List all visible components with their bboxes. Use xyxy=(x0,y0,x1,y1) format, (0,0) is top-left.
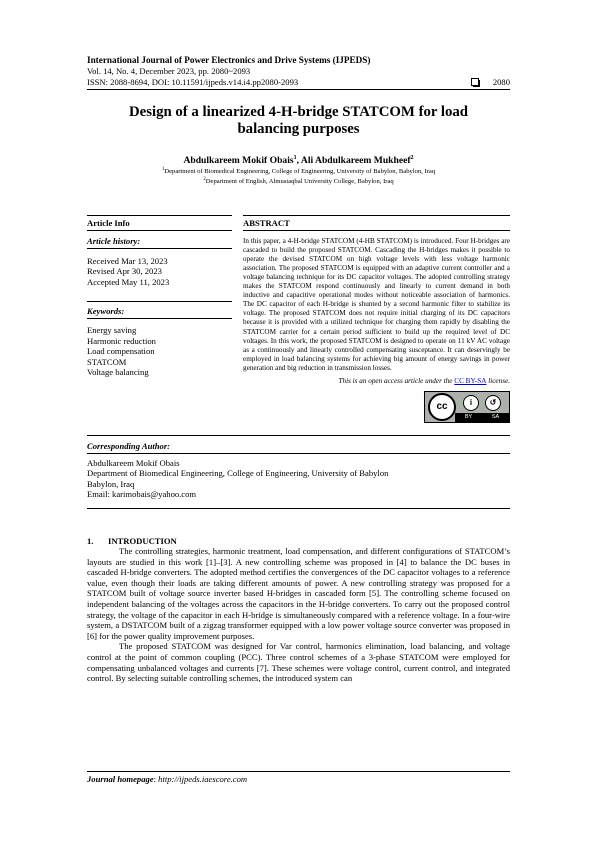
keyword: STATCOM xyxy=(87,356,127,367)
abstract-column xyxy=(243,215,510,423)
author-name: Ali Abdulkareem Mukheef xyxy=(300,155,411,167)
paragraph: The proposed STATCOM was designed for Var control, harmonics elimination, load balancing, and voltage control at the point of common coupling (PCC). Three control schemes of a 3-phase STATCOM were employed for compensating unbalanced voltages and currents [7]. These schemes were voltage control, current control, and integrated control. By selecting suitable controlling schemes, the introduced system can xyxy=(87,641,510,684)
abstract-heading: ABSTRACT xyxy=(243,215,510,231)
open-access-note: This is an open access article under the CC BY-SA license. xyxy=(338,376,510,385)
author-line: Abdulkareem Mokif Obais$^1$, Ali Abdulkareem Mukheef$^2$ xyxy=(183,155,414,167)
body-text xyxy=(87,546,510,684)
affiliation: $^2$Department of English, Almustaqbal University College, Babylon, Iraq xyxy=(203,177,394,186)
keyword: Voltage balancing xyxy=(87,366,149,377)
article-info-block xyxy=(87,215,510,423)
attribution-icon: i xyxy=(463,395,479,411)
share-alike-icon: ↺ xyxy=(485,395,501,411)
affiliation: $^1$Department of Biomedical Engineering, College of Engineering, University of Babylon, Babylon, Iraq xyxy=(161,167,436,176)
keyword: Load compensation xyxy=(87,346,155,357)
cc-icon: cc xyxy=(428,393,456,421)
page-number: 2080 xyxy=(492,76,510,87)
author-name: Abdulkareem Mokif Obais xyxy=(183,155,294,167)
paragraph: The controlling strategies, harmonic treatment, load compensation, and different configurations of STATCOM’s layouts are studied in this work [1]–[3]. A new controlling scheme was proposed in [4] to balance the DC buses in cascaded H-bridge converters. The adopted method certifies the convergences of the DC capacitor voltages to a reference value, even though their loads are taking different amounts of power. A new controlling strategy was proposed for a STATCOM built of voltage source inverter based H-bridges in cascaded form [5]. The controlling scheme focused on independent balancing of the voltages across the capacitors in the H-bridge converters. To carry out the proposed control strategy, the voltage of the capacitor in each H-bridge is simultaneously compared with a reference voltage. In a four-wire system, a DSTATCOM built of a zigzag transformer equipped with a low power voltage source converter was proposed in [6] for the power quality improvement purposes. xyxy=(87,545,510,641)
received-date: Received Mar 13, 2023 xyxy=(87,255,168,266)
keyword: Harmonic reduction xyxy=(87,335,156,346)
page-content xyxy=(87,55,510,684)
square-icon xyxy=(471,78,479,86)
issn-row xyxy=(87,77,510,88)
corresponding-heading: Corresponding Author: xyxy=(87,441,510,454)
keyword: Energy saving xyxy=(87,325,137,336)
license-link[interactable]: CC BY-SA xyxy=(454,376,487,385)
corresponding-name: Abdulkareem Mokif Obais xyxy=(87,457,180,468)
corresponding-author-block xyxy=(87,435,510,509)
abstract-text: In this paper, a 4-H-bridge STATCOM (4-HB STATCOM) is introduced. Four H-bridges are cascaded to build the proposed STATCOM. Cascading the H-bridges makes it possible to operate the devised STATCOM on high voltage levels with less voltage harmonic association. The proposed STATCOM is equipped with an adaptive current controller and a voltage balancing technique for its DC capacitor voltages. The adopted controlling strategy makes the STATCOM respond continuously and linearly to current demand in both inductive and capacitive operational modes without noticeable association of harmonics. The DC capacitor of each H-bridge is shunted by a second harmonic filter to stabilize its voltage. The proposed STATCOM does not require initial charging of its DC capacitors because it is provided with a utilized technique for charging them rapidly by disabling the STATCOM carrier for a certain period sufficient to build up the required level of DC voltages. In this work, the proposed STATCOM is designed to operate on 11 kV AC voltage as a continuously and linearly controlled compensating susceptance. It can deservingly be employed in load balancing systems for achieving big amount of energy savings in power generation and big reduction in transmission losses. xyxy=(243,236,510,372)
section-heading: 1. INTRODUCTION xyxy=(87,535,177,546)
corresponding-city: Babylon, Iraq xyxy=(87,478,135,489)
article-info-column xyxy=(87,215,232,423)
corresponding-email: Email: karimobais@yahoo.com xyxy=(87,489,197,500)
journal-homepage-link[interactable]: http://ijpeds.iaescore.com xyxy=(158,774,248,784)
article-info-heading: Article Info xyxy=(87,215,232,231)
keyword-list xyxy=(87,325,232,377)
badge-sa-label: SA xyxy=(491,414,500,421)
accepted-date: Accepted May 11, 2023 xyxy=(87,276,170,287)
paper-title: Design of a linearized 4-H-bridge STATCOM for load balancing purposes xyxy=(128,104,469,137)
footer-label: Journal homepage xyxy=(87,774,154,784)
history-heading: Article history: xyxy=(87,236,232,249)
issn-doi: ISSN: 2088-8694, DOI: 10.11591/ijpeds.v14.i4.pp2080-2093 xyxy=(87,76,299,87)
header-divider xyxy=(87,89,510,90)
cc-license-badge[interactable] xyxy=(424,391,510,423)
revised-date: Revised Apr 30, 2023 xyxy=(87,266,162,277)
badge-by-label: BY xyxy=(464,414,473,421)
corresponding-department: Department of Biomedical Engineering, College of Engineering, University of Babylon xyxy=(87,468,389,479)
page-footer: Journal homepage: http://ijpeds.iaescore.com xyxy=(87,771,510,784)
article-history xyxy=(87,256,232,288)
keywords-heading: Keywords: xyxy=(87,301,232,319)
journal-name: International Journal of Power Electronics and Drive Systems (IJPEDS) xyxy=(87,55,371,65)
volume-info: Vol. 14, No. 4, December 2023, pp. 2080~2093 xyxy=(87,66,251,76)
